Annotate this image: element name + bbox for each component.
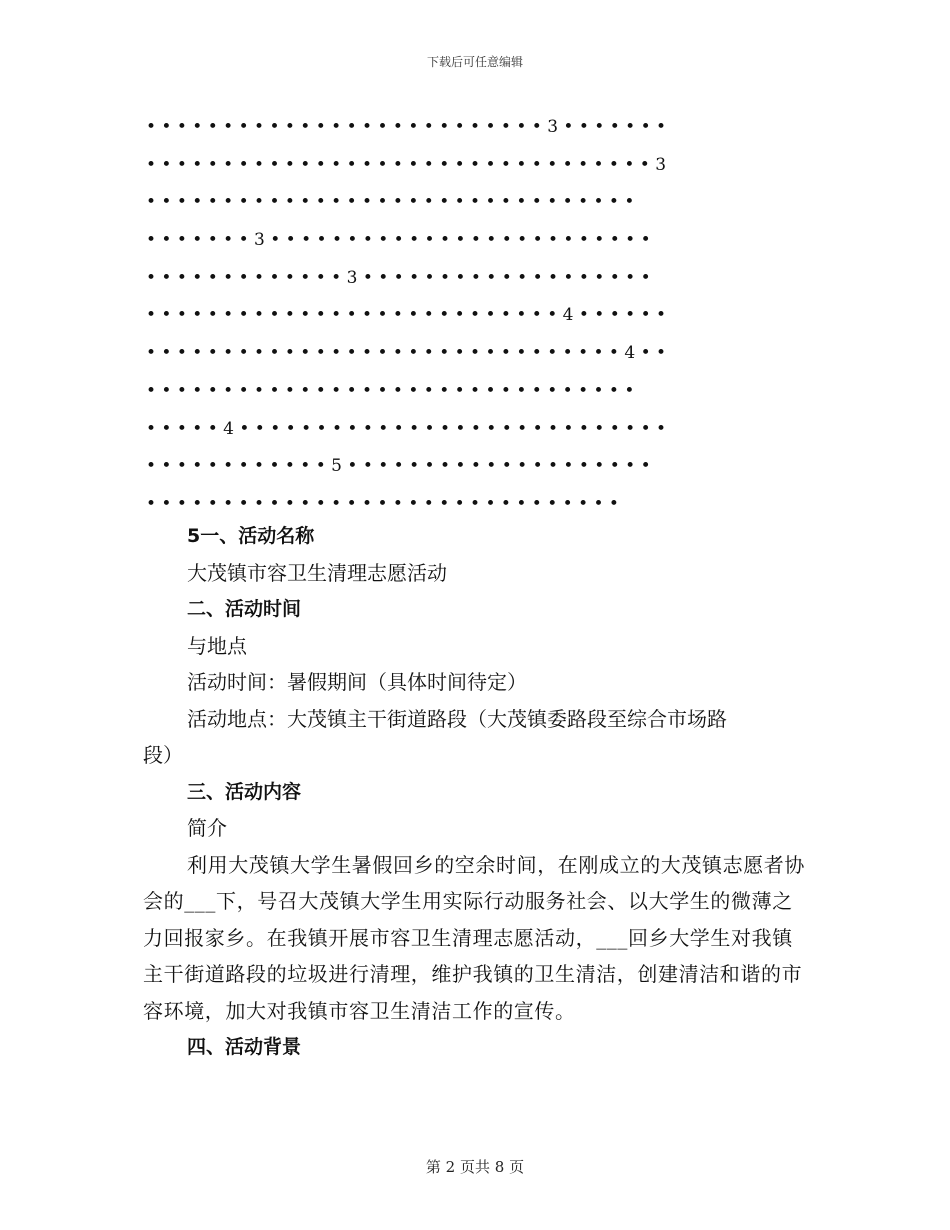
- toc-line: • • • • • • • • • • • • • 3 • • • • • • • • • • • • • • • • • • •: [146, 267, 651, 288]
- intro-label: 简介: [187, 816, 227, 840]
- toc-line: • • • • • • • • • • • • • • • • • • • • • • • • • • • • • • • •: [146, 192, 635, 213]
- toc-line: • • • • • • • • • • • • • • • • • • • • • • • • • • • • • • • 4 • •: [146, 343, 667, 364]
- toc-line: • • • • • • • 3 • • • • • • • • • • • • • • • • • • • • • • • • •: [146, 230, 651, 251]
- page-header: 下载后可任意编辑: [426, 55, 523, 69]
- toc-line: • • • • • • • • • • • • • • • • • • • • • • • • • • • • • • • • • 3: [146, 154, 667, 175]
- page-footer: 第 2 页共 8 页: [425, 1158, 525, 1176]
- toc-line: • • • • • 4 • • • • • • • • • • • • • • • • • • • • • • • • • • • •: [146, 418, 667, 439]
- toc-line: • • • • • • • • • • • • • • • • • • • • • • • • • • • • • • •: [146, 493, 619, 514]
- content-paragraph: 利用大茂镇大学生暑假回乡的空余时间，在刚成立的大茂镇志愿者协会的___下，号召大茂镇大学生用实际行动服务社会、以大学生的微薄之力回报家乡。在我镇开展市容卫生清理志愿活动，___回乡大学生对我镇主干街道路段的垃圾进行清理，维护我镇的卫生清洁，创建清洁和谐的市容环境，加大对我镇市容卫生清洁工作的宣传。: [143, 852, 805, 1023]
- document-body: [143, 518, 808, 1066]
- activity-name: 大茂镇市容卫生清理志愿活动: [187, 560, 447, 585]
- section-heading-content: 三、活动内容: [187, 780, 302, 803]
- toc-line: • • • • • • • • • • • • • • • • • • • • • • • • • • 3 • • • • • • •: [146, 117, 667, 137]
- section-heading-background: 四、活动背景: [187, 1036, 302, 1058]
- toc-line: • • • • • • • • • • • • • • • • • • • • • • • • • • • 4 • • • • • •: [146, 305, 667, 326]
- toc-leader-block: [146, 112, 806, 527]
- activity-time: 活动时间：暑假期间（具体时间待定）: [187, 670, 527, 694]
- section-heading-time: 二、活动时间: [187, 598, 302, 620]
- toc-line: • • • • • • • • • • • • • • • • • • • • • • • • • • • • • • • •: [146, 380, 635, 401]
- section-heading-name: 5一、活动名称: [187, 525, 315, 547]
- toc-line: • • • • • • • • • • • • 5 • • • • • • • • • • • • • • • • • • • •: [146, 456, 651, 477]
- time-place-label: 与地点: [187, 633, 247, 658]
- activity-place-line1: 活动地点：大茂镇主干街道路段（大茂镇委路段至综合市场路: [187, 706, 727, 731]
- activity-place-line2: 段）: [143, 743, 183, 767]
